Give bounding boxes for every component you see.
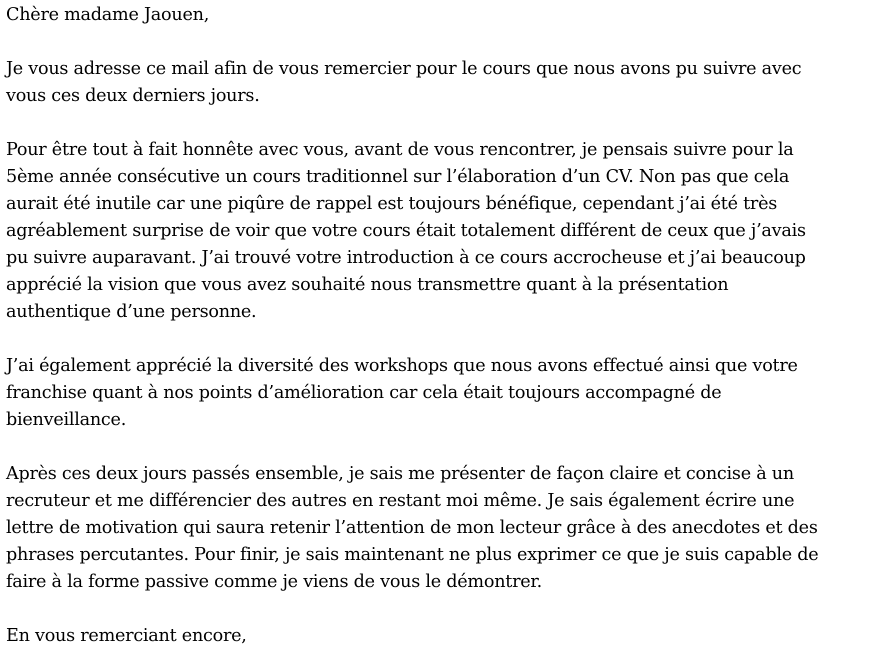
text-line: franchise quant à nos points d’amélioration car cela était toujours accompagné de xyxy=(6,383,722,403)
text-line: apprécié la vision que vous avez souhaité nous transmettre quant à la présentation xyxy=(6,275,729,295)
closing: En vous remerciant encore, xyxy=(6,626,247,646)
text-line: faire à la forme passive comme je viens de vous le démontrer. xyxy=(6,572,542,592)
text-line: recruteur et me différencier des autres en restant moi même. Je sais également écrire une xyxy=(6,491,795,511)
text-line: pu suivre auparavant. J’ai trouvé votre introduction à ce cours accrocheuse et j’ai beaucoup xyxy=(6,248,806,268)
text-line: vous ces deux derniers jours. xyxy=(6,86,260,106)
paragraph-gap xyxy=(6,29,871,56)
text-line: J’ai également apprécié la diversité des workshops que nous avons effectué ainsi que votre xyxy=(6,356,798,376)
text-line: agréablement surprise de voir que votre cours était totalement différent de ceux que j’avais xyxy=(6,221,806,241)
paragraph-gap xyxy=(6,110,871,137)
salutation: Chère madame Jaouen, xyxy=(6,5,210,25)
text-line: bienveillance. xyxy=(6,410,127,430)
paragraph-4 xyxy=(6,461,871,596)
text-line: 5ème année consécutive un cours traditionnel sur l’élaboration d’un CV. Non pas que cela xyxy=(6,167,790,187)
paragraph-2 xyxy=(6,137,871,326)
paragraph-gap xyxy=(6,596,871,623)
text-line: phrases percutantes. Pour finir, je sais maintenant ne plus exprimer ce que je suis capable de xyxy=(6,545,819,565)
text-line: Je vous adresse ce mail afin de vous remercier pour le cours que nous avons pu suivre avec xyxy=(6,59,802,79)
text-line: lettre de motivation qui saura retenir l’attention de mon lecteur grâce à des anecdotes et des xyxy=(6,518,818,538)
text-line: Après ces deux jours passés ensemble, je sais me présenter de façon claire et concise à un xyxy=(6,464,794,484)
text-line: Pour être tout à fait honnête avec vous, avant de vous rencontrer, je pensais suivre pour la xyxy=(6,140,794,160)
paragraph-3 xyxy=(6,353,871,434)
text-line: aurait été inutile car une piqûre de rappel est toujours bénéfique, cependant j’ai été très xyxy=(6,194,778,214)
text-line: authentique d’une personne. xyxy=(6,302,257,322)
paragraph-gap xyxy=(6,434,871,461)
paragraph-gap xyxy=(6,326,871,353)
paragraph-1 xyxy=(6,56,871,110)
